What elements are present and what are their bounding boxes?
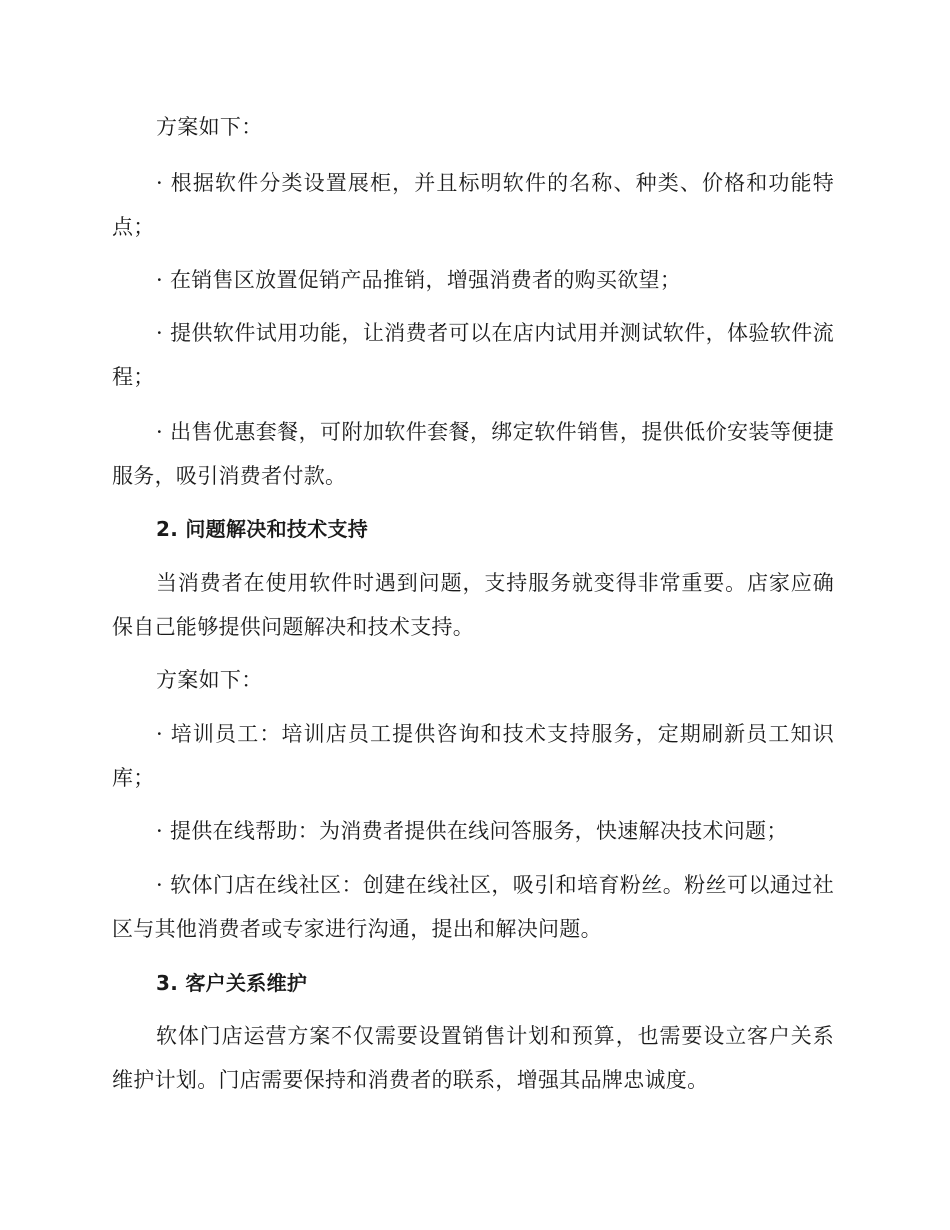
section-heading-3: 3. 客户关系维护 — [156, 971, 308, 995]
section-heading-2: 2. 问题解决和技术支持 — [156, 517, 369, 541]
bullet-online-help: · 提供在线帮助：为消费者提供在线问答服务，快速解决技术问题； — [156, 819, 788, 843]
bullet-train-staff: · 培训员工：培训店员工提供咨询和技术支持服务，定期刷新员工知识库； — [112, 722, 834, 790]
bullet-discount-package: · 出售优惠套餐，可附加软件套餐，绑定软件销售，提供低价安装等便捷服务，吸引消费者付款。 — [112, 420, 834, 488]
bullet-online-community: · 软体门店在线社区：创建在线社区，吸引和培育粉丝。粉丝可以通过社区与其他消费者或专家进行沟通，提出和解决问题。 — [112, 873, 834, 941]
bullet-software-trial: · 提供软件试用功能，让消费者可以在店内试用并测试软件，体验软件流程； — [112, 321, 834, 389]
paragraph-support-intro: 当消费者在使用软件时遇到问题，支持服务就变得非常重要。店家应确保自己能够提供问题解决和技术支持。 — [112, 571, 834, 639]
paragraph-plan-intro-2: 方案如下： — [156, 668, 263, 692]
bullet-display-cabinet: · 根据软件分类设置展柜，并且标明软件的名称、种类、价格和功能特点； — [112, 171, 834, 239]
bullet-promotion: · 在销售区放置促销产品推销，增强消费者的购买欲望； — [156, 268, 682, 292]
paragraph-customer-relations: 软体门店运营方案不仅需要设置销售计划和预算，也需要设立客户关系维护计划。门店需要保持和消费者的联系，增强其品牌忠诚度。 — [112, 1024, 834, 1092]
paragraph-plan-intro-1: 方案如下： — [156, 115, 263, 139]
